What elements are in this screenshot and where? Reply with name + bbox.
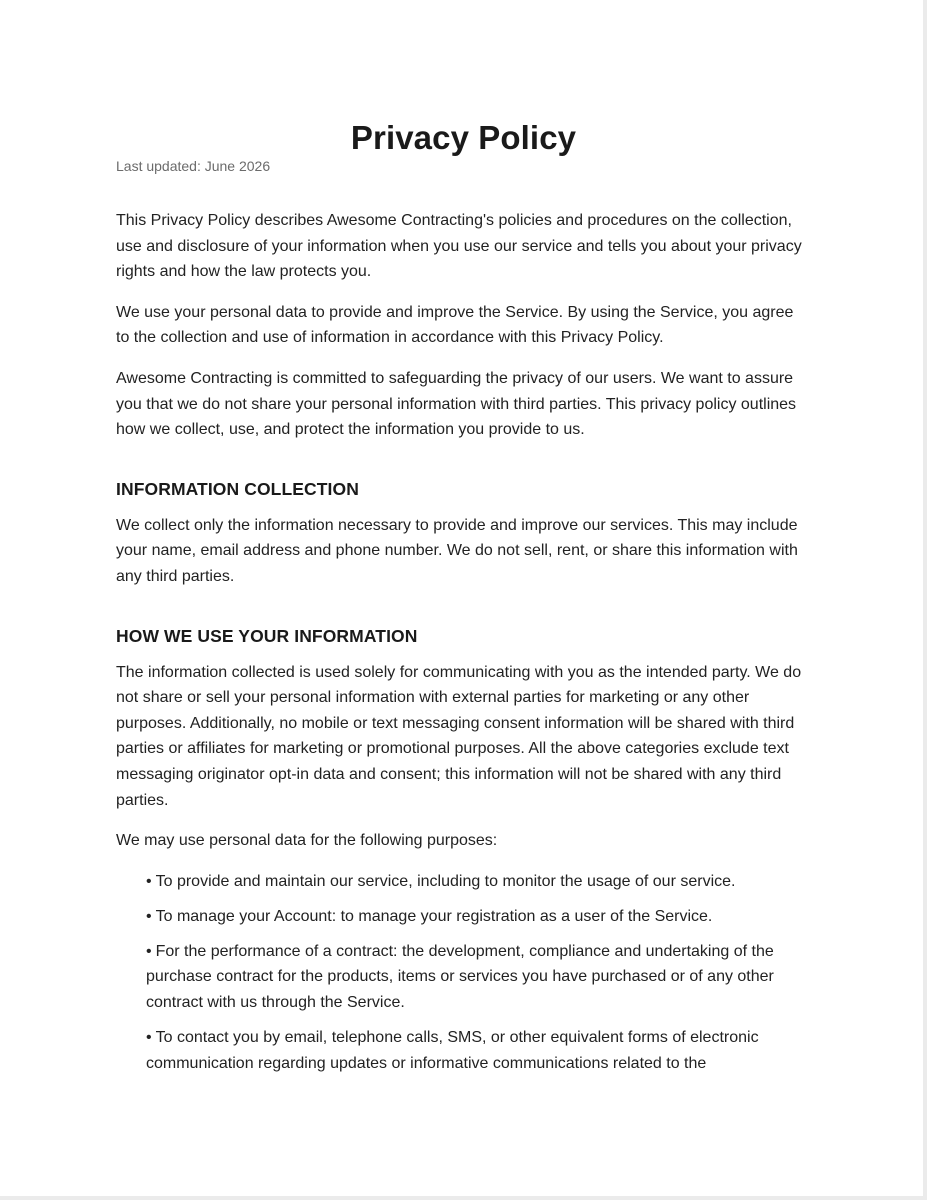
section-heading-how-we-use: HOW WE USE YOUR INFORMATION xyxy=(116,625,418,646)
intro-paragraph: We use your personal data to provide and improve the Service. By using the Service, you agree to the collection and use of information in accordance with this Privacy Policy. xyxy=(116,303,794,347)
page-title: Privacy Policy xyxy=(350,119,577,156)
list-item xyxy=(146,904,811,930)
bullet-icon: • xyxy=(146,872,152,890)
section-paragraph: We may use personal data for the following purposes: xyxy=(116,832,498,850)
bullet-icon: • xyxy=(146,942,152,960)
last-updated-date: Last updated: June 2026 xyxy=(116,158,271,174)
list-item xyxy=(146,869,811,895)
section-heading-information-collection: INFORMATION COLLECTION xyxy=(116,478,359,499)
section-paragraph: We collect only the information necessary to provide and improve our services. This may include your name, email address and phone number. We do not sell, rent, or share this information with any third parties. xyxy=(116,516,798,585)
section-paragraph: The information collected is used solely for communicating with you as the intended party. We do not share or sell your personal information with external parties for marketing or any other purposes. Additionally, no mobile or text messaging consent information will be shared with third parties or affiliates for marketing or promotional purposes. All the above categories exclude text messaging originator opt-in data and consent; this information will not be shared with any third parties. xyxy=(116,663,802,809)
list-item-text: To contact you by email, telephone calls, SMS, or other equivalent forms of electronic communication regarding updates or informative communications related to the xyxy=(146,1029,759,1072)
intro-paragraph: This Privacy Policy describes Awesome Contracting's policies and procedures on the collection, use and disclosure of your information when you use our service and tells you about your privacy rights and how the law protects you. xyxy=(116,212,802,281)
list-item-text: To provide and maintain our service, including to monitor the usage of our service. xyxy=(155,872,736,890)
list-item-text: To manage your Account: to manage your registration as a user of the Service. xyxy=(155,907,713,925)
list-item xyxy=(146,1025,811,1076)
document-content xyxy=(116,117,811,1086)
list-item xyxy=(146,939,811,1016)
purposes-list xyxy=(116,869,811,1077)
list-item-text: For the performance of a contract: the development, compliance and undertaking of the purchase contract for the products, items or services you have purchased or of any other contract with us through the Service. xyxy=(146,942,774,1012)
bullet-icon: • xyxy=(146,907,152,925)
bullet-icon: • xyxy=(146,1029,152,1047)
intro-paragraph: Awesome Contracting is committed to safeguarding the privacy of our users. We want to assure you that we do not share your personal information with third parties. This privacy policy outlines how we collect, use, and protect the information you provide to us. xyxy=(116,369,797,439)
